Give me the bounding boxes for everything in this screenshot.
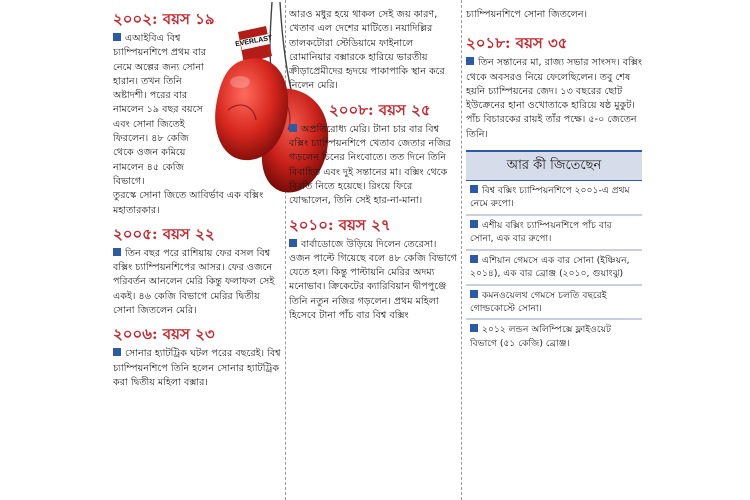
bullet-square-icon <box>470 324 478 332</box>
bullet-square-icon <box>470 220 478 228</box>
bullet-square-icon <box>466 57 474 65</box>
section-body: আরও মধুর হয়ে থাকল সেই জয় কারণ, খেতাব এল দেশের মাটিতে। নয়াদিল্লির তালকটোরা স্টেডিয়ামে ফাইনালে রোমানিয়ার বক্সারকে হারিয়ে ভারতীয় ক্রীড়াপ্রেমীদের হৃদয়ে পাকাপাকি স্থান করে নিলেন মেরি। <box>289 9 445 92</box>
section-body: তিন বছর পরে রাশিয়ায় ফের বসল বিশ্ব বক্সিং চ্যাম্পিয়নশিপের আসর। ফের ওজনে পরিবর্তন আনলেন মেরি কিন্তু ফলাফল সেই একই। ৪৬ কেজি বিভাগে মেরির দ্বিতীয় সোনা জিতলেন মেরি। <box>113 247 275 317</box>
bullet-square-icon <box>113 33 121 41</box>
bullet-square-icon <box>289 239 297 247</box>
section-2008 <box>289 101 457 209</box>
sidebar-item: ২০১২ লন্ডন অলিম্পিক্সে ফ্লাইওয়েট বিভাগে (৫১ কেজি) ব্রোঞ্জ। <box>470 324 611 349</box>
bullet-square-icon <box>113 348 121 356</box>
section-body: বার্বাডোজে উড়িয়ে দিলেন তেরেসা। ওজন পাল্টে গিয়েছে বলে ৪৮ কেজি বিভাগে যেতে হল। কিন্তু পাল্টায়নি মেরির অদম্য মনোভাব। ক্রিকেটের ক্যারিবিয়ান দ্বীপপুঞ্জে তিনি নতুন নজির গড়লেন। প্রথম মহিলা হিসেবে টানা পাঁচ বার বিশ্ব বক্সিং <box>289 238 457 322</box>
bullet-square-icon <box>289 124 297 132</box>
achievements-sidebar <box>466 150 642 353</box>
glove-brand-label: EVERLAST <box>234 34 273 49</box>
sidebar-item: এশিয়ান গেমসে এক বার সোনা (ইঞ্চিয়ন, ২০১৪), এক বার ব্রোঞ্জ (২০১০, গুয়াংঝু) <box>466 251 642 286</box>
section-heading: ২০০৫: বয়স ২২ <box>113 224 215 243</box>
section-body: চ্যাম্পিয়নশিপে সোনা জিতলেন। <box>466 9 588 20</box>
section-heading: ২০০২: বয়স ১৯ <box>113 10 215 28</box>
section-body-continued: তুরস্কে সোনা জিতে আবির্ভাব এক বক্সিং মহাতারকার। <box>113 190 264 216</box>
sidebar-title: আর কী জিতেছেন <box>466 152 642 181</box>
sidebar-item: কমনওয়েলথ গেমসে চলতি বছরেই গোল্ডকোস্টে সোনা। <box>466 286 642 321</box>
section-2006 <box>113 325 281 390</box>
section-heading: ২০০৮: বয়স ২৫ <box>329 100 431 119</box>
bullet-square-icon <box>470 185 478 193</box>
column-3 <box>466 0 642 500</box>
section-continued <box>466 0 642 22</box>
sidebar-item: বিশ্ব বক্সিং চ্যাম্পিয়নশিপে ২০০১-এ প্রথম নেমে রুপো। <box>466 181 642 216</box>
section-2018 <box>466 34 642 142</box>
section-heading: ২০১০: বয়স ২৭ <box>289 215 391 234</box>
column-2 <box>289 0 457 500</box>
section-2005 <box>113 225 281 318</box>
section-body: অপ্রতিরোধ্য মেরি। টানা চার বার বিশ্ব বক্সিং চ্যাম্পিয়নশিপে খেতাব জেতার নজির গড়লেন চিনের নিংবোতে। তত দিনে তিনি বিবাহিত এবং দুই সন্তানের মা। বক্সিং থেকে বিরতি নিতে হয়েছে। রিংয়ে ফিরে যোদ্ধালেন, তিনি সেই হার-না-মানা। <box>289 123 451 207</box>
bullet-square-icon <box>470 255 478 263</box>
section-body: সোনার হ্যাটট্রিক ঘটল পরের বছরেই। বিশ্ব চ্যাম্পিয়নশিপে তিনি হলেন সোনার হ্যাটট্রিক করা দ্বিতীয় মহিলা বক্সার। <box>113 348 281 388</box>
bullet-square-icon <box>470 290 478 298</box>
section-body: তিন সন্তানের মা, রাজ্য সভার সাংসদ। বক্সিং থেকে অবসরও নিয়ে ফেলেছিলেন। তবু শেষ হয়নি চ্যাম্পিয়নের জেদ। ১৩ বছরের ছোট ইউক্রেনের হানা ওখোতাকে হারিয়ে ষষ্ঠ মুকুট। পাঁচ বিচারকের রায়ই তাঁর পক্ষে। ৫-০ জেতেন তিনি। <box>466 57 642 140</box>
column-rule-2 <box>461 0 462 500</box>
section-body: এআইবিএ বিশ্ব চ্যাম্পিয়নশিপে প্রথম বার নেমে অল্পের জন্য সোনা হারান। তখন তিনি অষ্টাদশী। পরের বার নামলেন ১৯ বছর বয়সে এবং সোনা জিতেই ফিরলেন। ৪৮ কেজি থেকে ওজন কমিয়ে নামলেন ৪৫ কেজি বিভাগে। <box>113 33 206 187</box>
section-heading: ২০০৬: বয়স ২৩ <box>113 325 215 344</box>
section-continued <box>289 0 457 94</box>
bullet-square-icon <box>113 248 121 256</box>
section-heading: ২০১৮: বয়স ৩৫ <box>466 34 568 53</box>
sidebar-item: এশীয় বক্সিং চ্যাম্পিয়নশিপে পাঁচ বার সোনা, এক বার রুপো। <box>466 216 642 251</box>
section-2010 <box>289 216 457 324</box>
